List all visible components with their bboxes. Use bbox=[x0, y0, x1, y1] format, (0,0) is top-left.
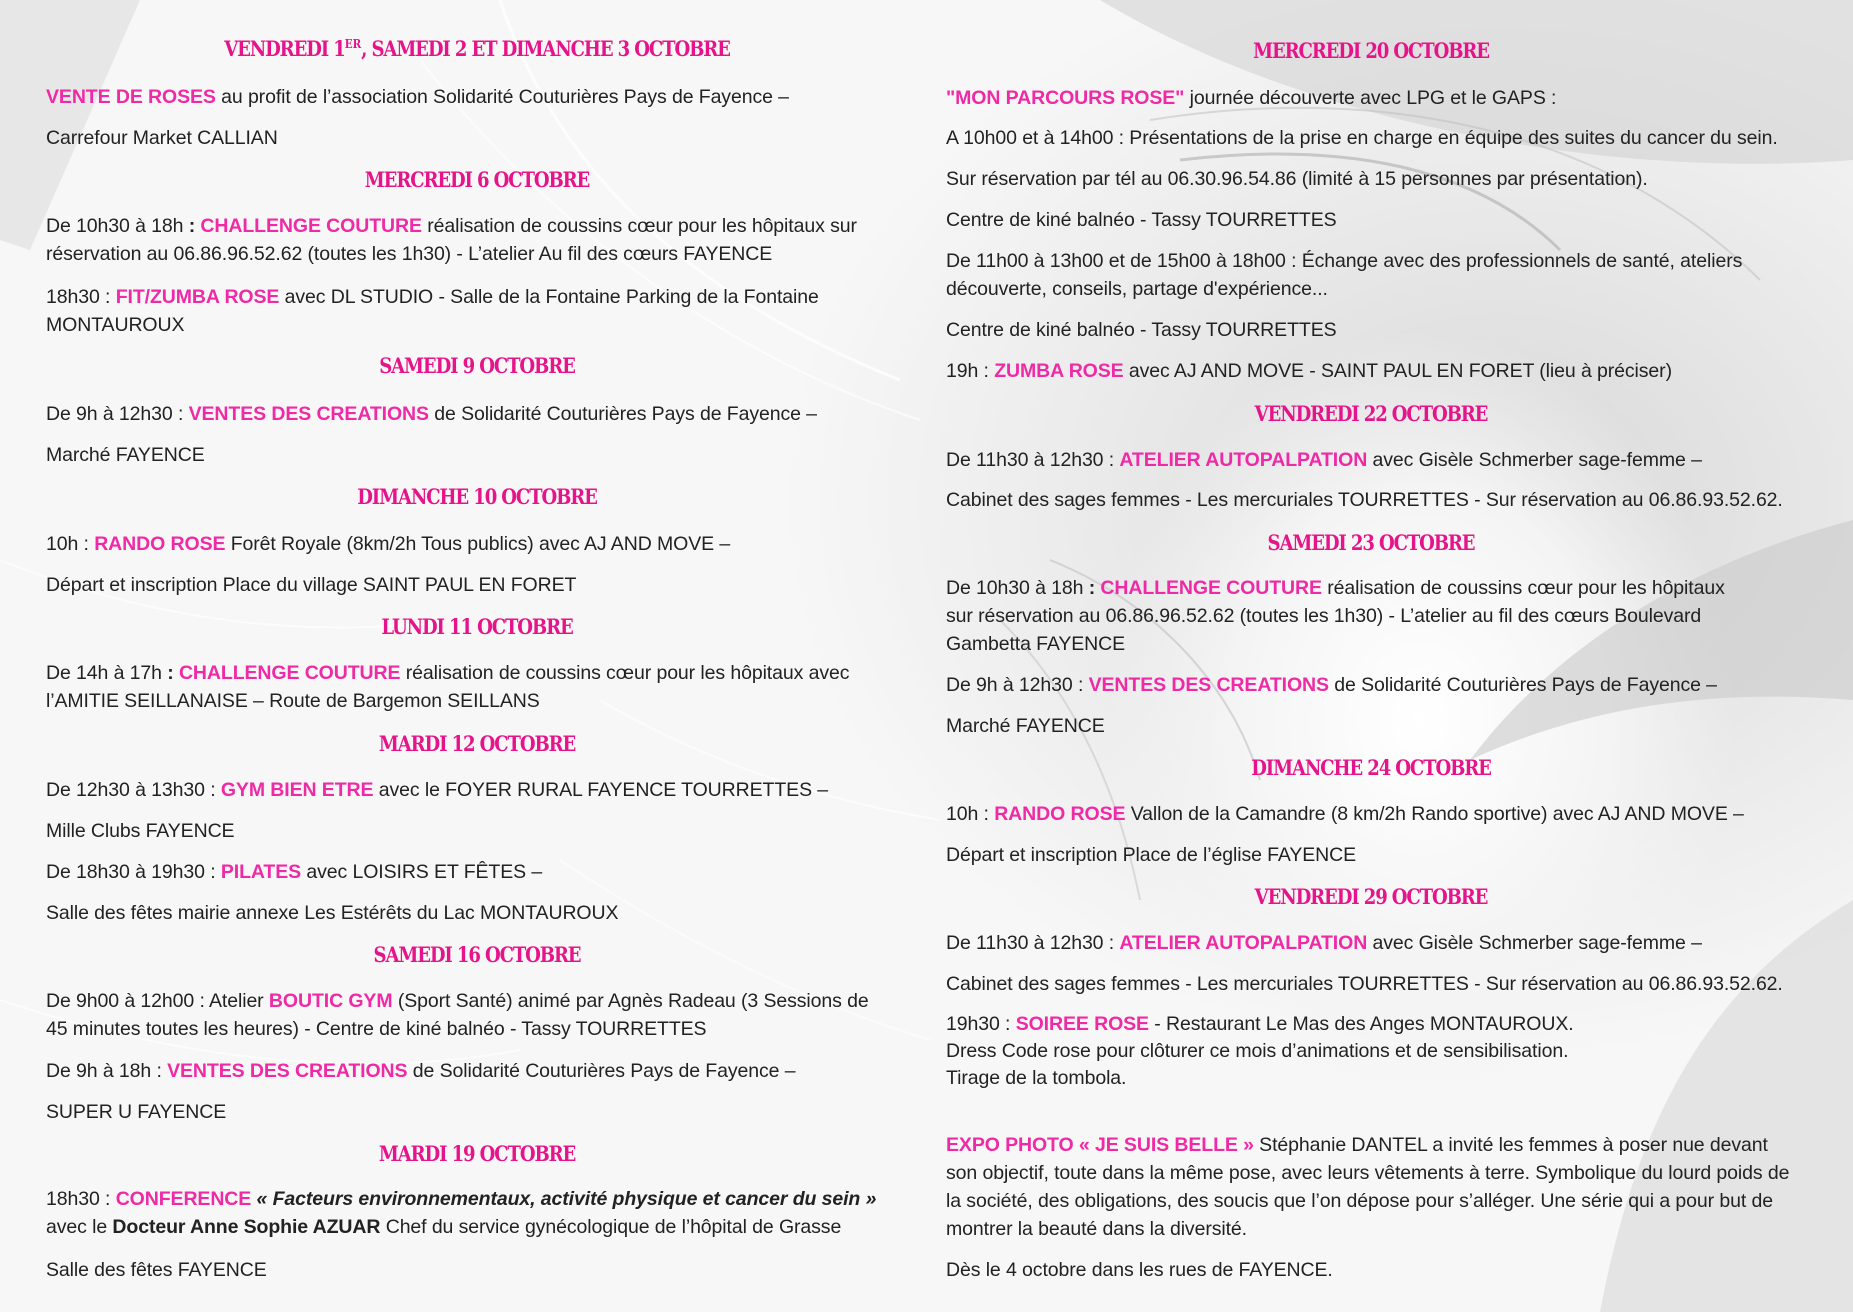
event-rando-rose-2: 10h : RANDO ROSE Vallon de la Camandre (8 km/2h Rando sportive) avec AJ AND MOVE – bbox=[946, 803, 1744, 825]
heading-vendredi-22: VENDREDI 22 OCTOBRE bbox=[1254, 401, 1488, 426]
heading-samedi-16: SAMEDI 16 OCTOBRE bbox=[373, 942, 581, 967]
event-location: Cabinet des sages femmes - Les mercuriales TOURRETTES - Sur réservation au 06.86.93.52.62. bbox=[946, 973, 1783, 995]
heading-vendredi-29: VENDREDI 29 OCTOBRE bbox=[1254, 884, 1488, 909]
event-location: Marché FAYENCE bbox=[46, 444, 205, 466]
event-detail: Dress Code rose pour clôturer ce mois d’animations et de sensibilisation. bbox=[946, 1040, 1569, 1062]
event-detail: Tirage de la tombola. bbox=[946, 1067, 1127, 1089]
event-atelier-autopalpation-2: De 11h30 à 12h30 : ATELIER AUTOPALPATION avec Gisèle Schmerber sage-femme – bbox=[946, 932, 1702, 954]
event-vente-de-roses: VENTE DE ROSES au profit de l’association Solidarité Couturières Pays de Fayence – bbox=[46, 86, 789, 108]
event-pilates: De 18h30 à 19h30 : PILATES avec LOISIRS ET FÊTES – bbox=[46, 861, 543, 883]
event-location: Centre de kiné balnéo - Tassy TOURRETTES bbox=[946, 319, 1337, 341]
heading-dimanche-24: DIMANCHE 24 OCTOBRE bbox=[1251, 755, 1491, 780]
event-boutic-gym: De 9h00 à 12h00 : Atelier BOUTIC GYM (Sport Santé) animé par Agnès Radeau (3 Sessions de 45 minutes toutes les heures) - Centre de kiné balnéo - Tassy TOURRETTES bbox=[46, 990, 869, 1040]
heading-samedi-9: SAMEDI 9 OCTOBRE bbox=[379, 353, 575, 378]
event-ventes-creations-3: De 9h à 12h30 : VENTES DES CREATIONS de Solidarité Couturières Pays de Fayence – bbox=[946, 674, 1717, 696]
event-detail: Dès le 4 octobre dans les rues de FAYENCE. bbox=[946, 1259, 1333, 1281]
event-location: Salle des fêtes mairie annexe Les Estérêts du Lac MONTAUROUX bbox=[46, 902, 619, 924]
event-challenge-couture-2: De 14h à 17h : CHALLENGE COUTURE réalisation de coussins cœur pour les hôpitaux avec l’AMITIE SEILLANAISE – Route de Bargemon SEILLANS bbox=[46, 662, 850, 712]
event-fit-zumba: 18h30 : FIT/ZUMBA ROSE avec DL STUDIO - Salle de la Fontaine Parking de la Fontaine MONTAUROUX bbox=[46, 286, 819, 336]
event-location: Centre de kiné balnéo - Tassy TOURRETTES bbox=[946, 209, 1337, 231]
event-ventes-creations-2: De 9h à 18h : VENTES DES CREATIONS de Solidarité Couturières Pays de Fayence – bbox=[46, 1060, 796, 1082]
event-mon-parcours-rose: "MON PARCOURS ROSE" journée découverte avec LPG et le GAPS : bbox=[946, 87, 1557, 109]
heading-vendredi-1: VENDREDI 1ER, SAMEDI 2 ET DIMANCHE 3 OCTOBRE bbox=[224, 36, 730, 61]
event-detail: A 10h00 et à 14h00 : Présentations de la prise en charge en équipe des suites du cancer du sein. bbox=[946, 127, 1778, 149]
heading-samedi-23: SAMEDI 23 OCTOBRE bbox=[1267, 530, 1475, 555]
heading-mardi-12: MARDI 12 OCTOBRE bbox=[378, 731, 576, 756]
event-rando-rose-1: 10h : RANDO ROSE Forêt Royale (8km/2h Tous publics) avec AJ AND MOVE – bbox=[46, 533, 731, 555]
event-challenge-couture-1: De 10h30 à 18h : CHALLENGE COUTURE réalisation de coussins cœur pour les hôpitaux sur réservation au 06.86.96.52.62 (toutes les 1h30) - L’atelier Au fil des cœurs FAYENCE bbox=[46, 215, 857, 265]
event-challenge-couture-3: De 10h30 à 18h : CHALLENGE COUTURE réalisation de coussins cœur pour les hôpitaux sur réservation au 06.86.96.52.62 (toutes les 1h30) - L’atelier au fil des cœurs Boulevard Gambetta FAYENCE bbox=[946, 577, 1725, 655]
event-location: SUPER U FAYENCE bbox=[46, 1101, 227, 1123]
event-location: Cabinet des sages femmes - Les mercuriales TOURRETTES - Sur réservation au 06.86.93.52.62. bbox=[946, 489, 1783, 511]
event-location: Départ et inscription Place de l’église FAYENCE bbox=[946, 844, 1357, 866]
event-expo-photo: EXPO PHOTO « JE SUIS BELLE » Stéphanie DANTEL a invité les femmes à poser nue devant son objectif, toute dans la même pose, avec leurs vêtements à terre. Symbolique du lourd poids de la société, des obligations, des soucis que l’on dépose pour s’alléger. Une série qui a pour but de montrer la beauté dans la diversité. bbox=[946, 1134, 1790, 1240]
event-zumba-rose: 19h : ZUMBA ROSE avec AJ AND MOVE - SAINT PAUL EN FORET (lieu à préciser) bbox=[946, 360, 1672, 382]
heading-mardi-19: MARDI 19 OCTOBRE bbox=[378, 1141, 576, 1166]
heading-dimanche-10: DIMANCHE 10 OCTOBRE bbox=[357, 484, 597, 509]
event-location: Carrefour Market CALLIAN bbox=[46, 127, 278, 149]
event-conference: 18h30 : CONFERENCE « Facteurs environnementaux, activité physique et cancer du sein » avec le Docteur Anne Sophie AZUAR Chef du service gynécologique de l’hôpital de Grasse bbox=[46, 1188, 877, 1238]
heading-mercredi-20: MERCREDI 20 OCTOBRE bbox=[1253, 38, 1489, 63]
event-detail: De 11h00 à 13h00 et de 15h00 à 18h00 : Échange avec des professionnels de santé, ateliers découverte, conseils, partage d'expérience... bbox=[946, 250, 1743, 300]
event-location: Départ et inscription Place du village SAINT PAUL EN FORET bbox=[46, 574, 577, 596]
event-soiree-rose: 19h30 : SOIREE ROSE - Restaurant Le Mas des Anges MONTAUROUX. bbox=[946, 1013, 1574, 1035]
heading-lundi-11: LUNDI 11 OCTOBRE bbox=[381, 614, 573, 639]
heading-mercredi-6: MERCREDI 6 OCTOBRE bbox=[364, 167, 590, 192]
event-ventes-creations-1: De 9h à 12h30 : VENTES DES CREATIONS de Solidarité Couturières Pays de Fayence – bbox=[46, 403, 817, 425]
event-atelier-autopalpation-1: De 11h30 à 12h30 : ATELIER AUTOPALPATION avec Gisèle Schmerber sage-femme – bbox=[946, 449, 1702, 471]
event-location: Mille Clubs FAYENCE bbox=[46, 820, 235, 842]
event-location: Marché FAYENCE bbox=[946, 715, 1105, 737]
event-location: Salle des fêtes FAYENCE bbox=[46, 1259, 267, 1281]
event-detail: Sur réservation par tél au 06.30.96.54.86 (limité à 15 personnes par présentation). bbox=[946, 168, 1648, 190]
event-gym-bien-etre: De 12h30 à 13h30 : GYM BIEN ETRE avec le FOYER RURAL FAYENCE TOURRETTES – bbox=[46, 779, 829, 801]
